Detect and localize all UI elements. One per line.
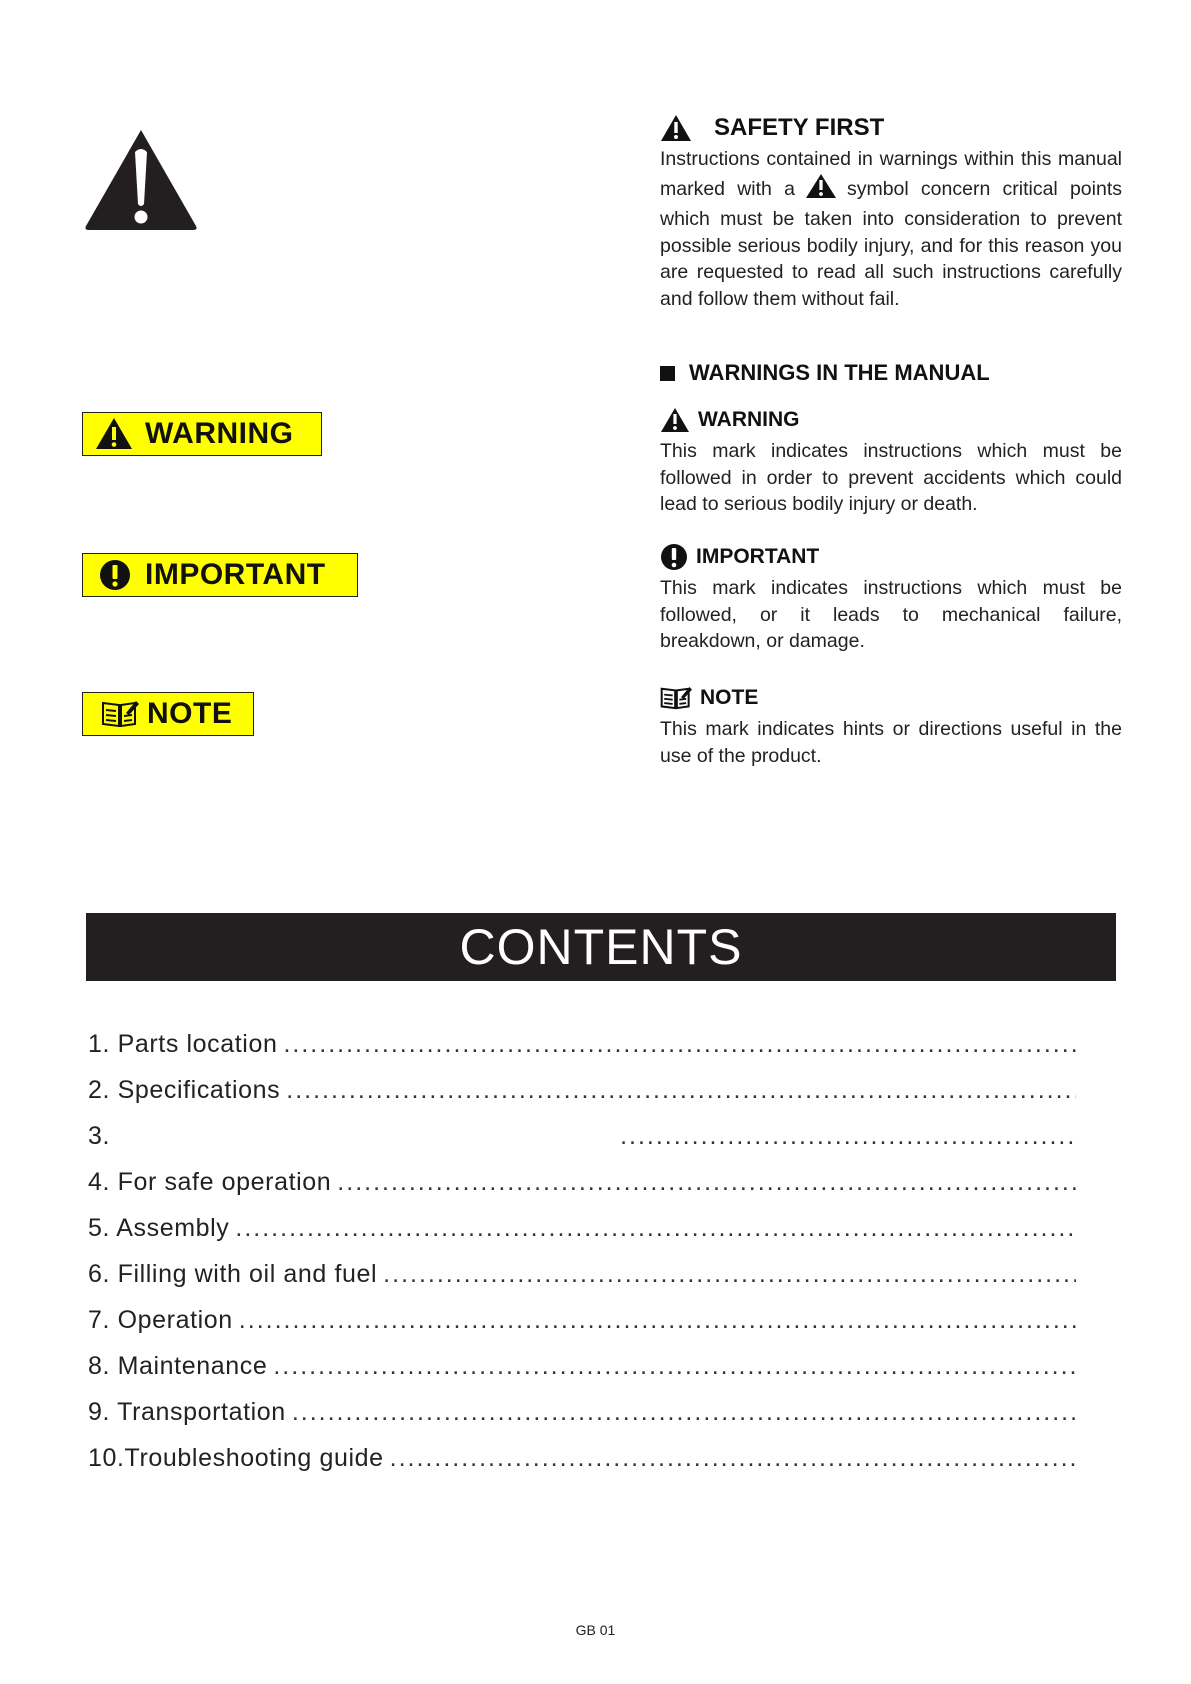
toc-leader-dots: [337, 1168, 1076, 1197]
safety-text-part1: Instructions contained in warnings within this manual marked with a: [660, 148, 1122, 200]
important-text: This mark indicates instructions which must be followed, or it leads to mechanical failure, breakdown, or damage.: [660, 577, 1122, 652]
toc-item-parts-location[interactable]: [88, 1030, 1076, 1059]
safety-first-heading: [660, 114, 1122, 142]
safety-first-title: SAFETY FIRST: [714, 114, 885, 141]
important-heading: [660, 543, 1122, 571]
toc-item-specifications[interactable]: [88, 1076, 1076, 1105]
toc-leader-dots: [383, 1260, 1076, 1289]
important-title: IMPORTANT: [696, 545, 820, 568]
important-label-text: IMPORTANT: [145, 558, 326, 591]
warning-icon: [805, 173, 837, 207]
toc-item-label: 4. For safe operation: [88, 1168, 332, 1196]
toc-item-label: 1. Parts location: [88, 1030, 278, 1058]
note-label-text: NOTE: [147, 697, 233, 730]
toc-leader-dots: [292, 1398, 1076, 1427]
toc-leader-dots: [620, 1122, 1076, 1151]
warning-icon: [660, 114, 692, 142]
toc-item-label: 5. Assembly: [88, 1214, 230, 1242]
toc-item-filling[interactable]: [88, 1260, 1076, 1289]
toc-item-operation[interactable]: [88, 1306, 1076, 1335]
toc-leader-dots: [235, 1214, 1076, 1243]
contents-title: CONTENTS: [459, 919, 743, 975]
contents-title-bar: [86, 913, 1116, 981]
page-number: GB 01: [575, 1622, 616, 1638]
toc-item-label: 7. Operation: [88, 1306, 233, 1334]
safety-text-part2: symbol concern critical points which must be taken into consideration to prevent possible serious bodily injury, and for this reason you are requested to read all such instructions carefully and follow them without fail.: [660, 177, 1122, 310]
toc-leader-dots: [286, 1076, 1076, 1105]
important-icon: [660, 543, 688, 571]
toc-leader-dots: [390, 1444, 1076, 1473]
important-label: [82, 553, 358, 597]
toc-item-transportation[interactable]: [88, 1398, 1076, 1427]
note-book-icon: [660, 686, 692, 710]
warning-label: [82, 412, 322, 456]
toc-item-maintenance[interactable]: [88, 1352, 1076, 1381]
toc-leader-dots: [283, 1030, 1076, 1059]
toc-leader-dots: [273, 1352, 1076, 1381]
square-bullet-icon: [660, 366, 675, 381]
note-book-icon: [101, 700, 139, 728]
toc-item-label: 2. Specifications: [88, 1076, 281, 1104]
safety-first-text: [660, 146, 1122, 312]
toc-item-label: 8. Maintenance: [88, 1352, 268, 1380]
warning-title: WARNING: [698, 408, 800, 431]
warning-icon: [95, 417, 133, 451]
warning-triangle-icon: [82, 126, 200, 232]
note-heading: [660, 686, 1122, 710]
toc-item-safe-operation[interactable]: [88, 1168, 1076, 1197]
warnings-in-manual-title: WARNINGS IN THE MANUAL: [689, 360, 990, 385]
toc-item-troubleshooting[interactable]: [88, 1444, 1076, 1473]
warning-label-text: WARNING: [145, 417, 294, 450]
toc-leader-dots: [239, 1306, 1076, 1335]
important-icon: [99, 559, 131, 591]
warnings-in-manual-heading: [660, 360, 1122, 386]
warning-icon: [660, 407, 690, 433]
warning-text: This mark indicates instructions which must be followed in order to prevent accidents which could lead to serious bodily injury or death.: [660, 440, 1122, 515]
toc-item-assembly[interactable]: [88, 1214, 1076, 1243]
toc-item-label: 10.Troubleshooting guide: [88, 1444, 384, 1472]
note-title: NOTE: [700, 686, 759, 709]
toc-item-label: 3.: [88, 1122, 111, 1150]
warning-heading: [660, 407, 1122, 433]
note-label: [82, 692, 254, 736]
toc-item-label: 6. Filling with oil and fuel: [88, 1260, 378, 1288]
note-text: This mark indicates hints or directions useful in the use of the product.: [660, 718, 1122, 767]
toc-item-3[interactable]: [88, 1122, 1076, 1151]
toc-item-label: 9. Transportation: [88, 1398, 286, 1426]
